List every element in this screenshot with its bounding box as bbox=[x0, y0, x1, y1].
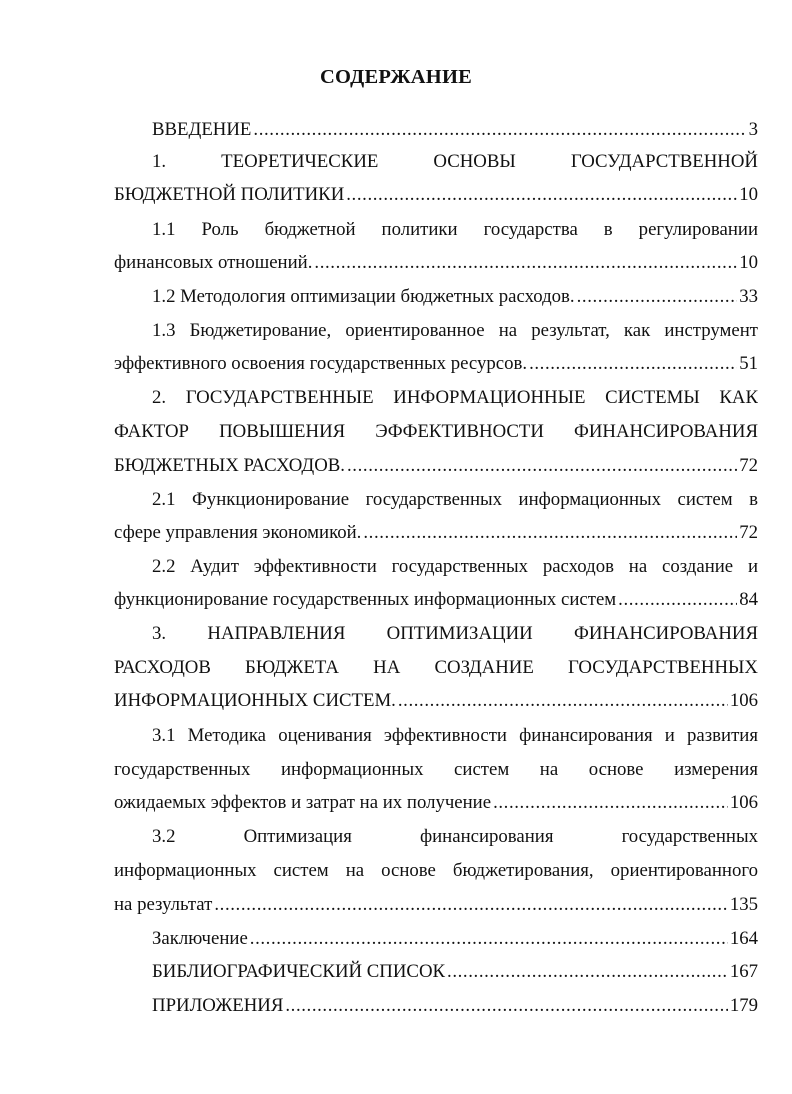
toc-entry-text: сфере управления экономикой. bbox=[114, 522, 362, 543]
toc-entry-text: ожидаемых эффектов и затрат на их получение bbox=[114, 792, 492, 813]
dot-leader bbox=[347, 451, 737, 481]
toc-entry-section-2-1-line1: 2.1 Функционирование государственных информационных систем в bbox=[152, 489, 758, 510]
dot-leader bbox=[314, 248, 737, 278]
dot-leader bbox=[250, 924, 728, 954]
dot-leader bbox=[253, 115, 746, 145]
dot-leader bbox=[363, 518, 737, 548]
toc-entry-appendices bbox=[152, 991, 758, 1021]
toc-entry-page: 135 bbox=[729, 894, 758, 915]
toc-entry-page: 106 bbox=[729, 792, 758, 813]
toc-entry-section-3-2-line1: 3.2 Оптимизация финансирования государственных bbox=[152, 826, 758, 847]
toc-entry-chapter-3-line2: РАСХОДОВ БЮДЖЕТА НА СОЗДАНИЕ ГОСУДАРСТВЕННЫХ bbox=[114, 657, 758, 678]
toc-entry-chapter-3 bbox=[114, 686, 758, 716]
toc-entry-text: ПРИЛОЖЕНИЯ bbox=[152, 995, 284, 1016]
toc-entry-section-2-2-line1: 2.2 Аудит эффективности государственных расходов на создание и bbox=[152, 556, 758, 577]
page-title: СОДЕРЖАНИЕ bbox=[320, 66, 472, 88]
toc-entry-text: БЮДЖЕТНОЙ ПОЛИТИКИ bbox=[114, 184, 345, 205]
toc-entry-page: 179 bbox=[729, 995, 758, 1016]
toc-entry-text: ИНФОРМАЦИОННЫХ СИСТЕМ. bbox=[114, 690, 396, 711]
dot-leader bbox=[577, 282, 738, 312]
toc-entry-text: финансовых отношений. bbox=[114, 252, 313, 273]
toc-entry-conclusion bbox=[152, 924, 758, 954]
toc-entry-section-3-1-line2: государственных информационных систем на основе измерения bbox=[114, 759, 758, 780]
toc-entry-page: 10 bbox=[739, 252, 758, 273]
toc-entry-page: 3 bbox=[748, 119, 758, 140]
toc-entry-bibliography bbox=[152, 957, 758, 987]
dot-leader bbox=[285, 991, 727, 1021]
toc-entry-section-1-3-line1: 1.3 Бюджетирование, ориентированное на результат, как инструмент bbox=[152, 320, 758, 341]
dot-leader bbox=[447, 957, 728, 987]
toc-entry-section-3-1-line1: 3.1 Методика оценивания эффективности финансирования и развития bbox=[152, 725, 758, 746]
toc-entry-page: 164 bbox=[729, 928, 758, 949]
toc-entry-page: 167 bbox=[729, 961, 758, 982]
toc-entry-section-3-1 bbox=[114, 788, 758, 818]
toc-entry-page: 72 bbox=[739, 455, 758, 476]
toc-entry-section-1-1-line1: 1.1 Роль бюджетной политики государства в регулировании bbox=[152, 219, 758, 240]
toc-entry-section-1-2 bbox=[152, 282, 758, 312]
dot-leader bbox=[618, 585, 737, 615]
toc-entry-page: 84 bbox=[739, 589, 758, 610]
toc-entry-text: БЮДЖЕТНЫХ РАСХОДОВ. bbox=[114, 455, 346, 476]
dot-leader bbox=[493, 788, 728, 818]
toc-entry-chapter-1-line1: 1. ТЕОРЕТИЧЕСКИЕ ОСНОВЫ ГОСУДАРСТВЕННОЙ bbox=[152, 151, 758, 172]
toc-entry-page: 106 bbox=[729, 690, 758, 711]
toc-entry-chapter-2 bbox=[114, 451, 758, 481]
toc-entry-section-2-2 bbox=[114, 585, 758, 615]
toc-entry-page: 33 bbox=[739, 286, 758, 307]
toc-entry-page: 51 bbox=[739, 353, 758, 374]
toc-entry-chapter-2-line1: 2. ГОСУДАРСТВЕННЫЕ ИНФОРМАЦИОННЫЕ СИСТЕМЫ КАК bbox=[152, 387, 758, 408]
dot-leader bbox=[398, 686, 728, 716]
toc-entry-text: функционирование государственных информационных систем bbox=[114, 589, 617, 610]
dot-leader bbox=[529, 349, 737, 379]
toc-entry-text: на результат bbox=[114, 894, 213, 915]
dot-leader bbox=[346, 180, 737, 210]
toc-entry-chapter-2-line2: ФАКТОР ПОВЫШЕНИЯ ЭФФЕКТИВНОСТИ ФИНАНСИРОВАНИЯ bbox=[114, 421, 758, 442]
toc-entry-section-3-2-line2: информационных систем на основе бюджетирования, ориентированного bbox=[114, 860, 758, 881]
toc-entry-section-1-1 bbox=[114, 248, 758, 278]
toc-entry-text: Заключение bbox=[152, 928, 248, 949]
toc-entry-page: 72 bbox=[739, 522, 758, 543]
toc-entry-section-2-1 bbox=[114, 518, 758, 548]
toc-entry-chapter-1 bbox=[114, 180, 758, 210]
toc-entry-chapter-3-line1: 3. НАПРАВЛЕНИЯ ОПТИМИЗАЦИИ ФИНАНСИРОВАНИЯ bbox=[152, 623, 758, 644]
toc-entry-text: ВВЕДЕНИЕ bbox=[152, 119, 252, 140]
toc-entry-section-1-3 bbox=[114, 349, 758, 379]
toc-entry-introduction bbox=[152, 115, 758, 145]
toc-entry-text: эффективного освоения государственных ресурсов. bbox=[114, 353, 528, 374]
dot-leader bbox=[214, 890, 727, 920]
toc-entry-section-3-2 bbox=[114, 890, 758, 920]
toc-entry-page: 10 bbox=[739, 184, 758, 205]
toc-entry-text: 1.2 Методология оптимизации бюджетных расходов. bbox=[152, 286, 575, 307]
toc-entry-text: БИБЛИОГРАФИЧЕСКИЙ СПИСОК bbox=[152, 961, 446, 982]
